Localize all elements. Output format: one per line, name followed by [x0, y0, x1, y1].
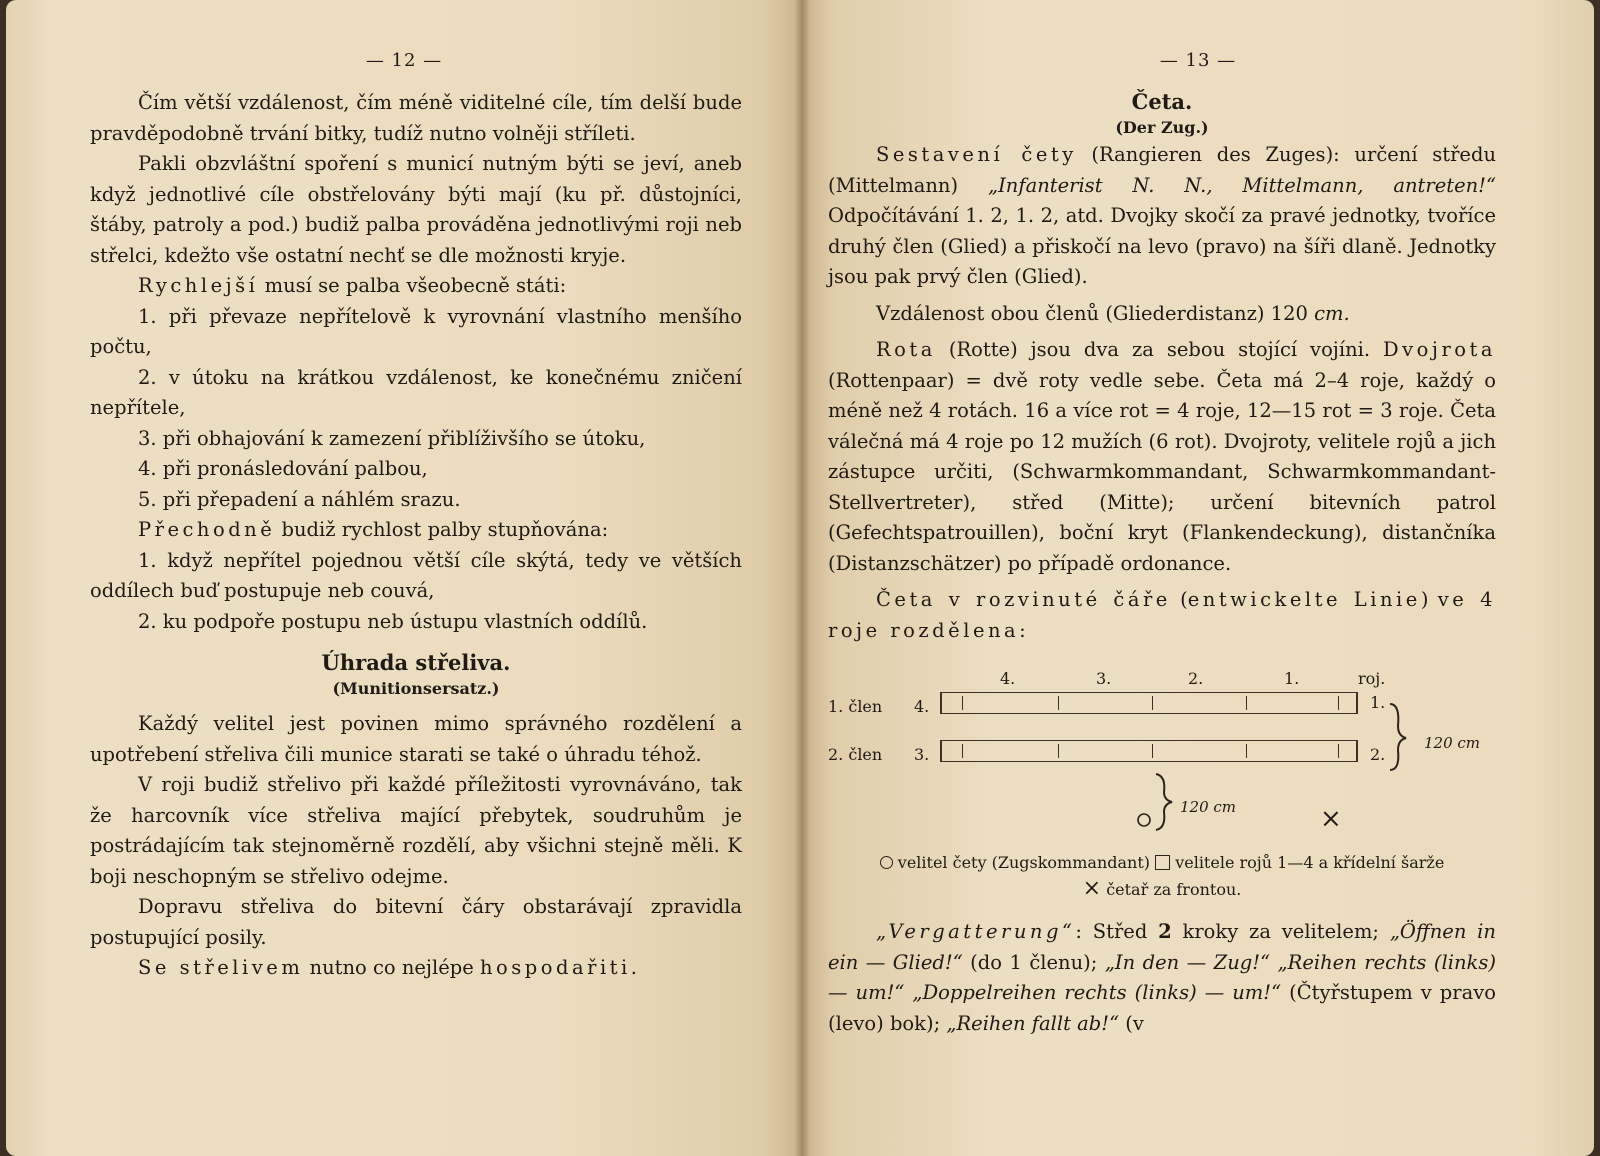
list-item: 5. při přepadení a náhlém srazu.: [138, 487, 461, 511]
commander-distance-label: 120 cm: [1180, 798, 1237, 816]
paragraph: Každý velitel jest povinen mimo správného rozdělení a upotřebení střeliva čili munice starati se také o úhradu téhož.: [90, 712, 742, 766]
diagram-legend: [828, 850, 1496, 903]
unit: cm.: [1314, 301, 1350, 325]
page-subtitle: (Der Zug.): [1115, 118, 1209, 137]
command-quote: „Vergatterung“: [876, 920, 1076, 943]
list-item: 4. při pronásledování palbou,: [138, 457, 428, 480]
paragraph: [828, 585, 1496, 646]
text: (v: [1119, 1011, 1144, 1035]
text: (do 1 členu);: [962, 950, 1105, 974]
left-page-text: [90, 88, 742, 984]
paragraph: [828, 140, 1496, 293]
text: 2: [1158, 920, 1172, 943]
paragraph: [828, 335, 1496, 579]
circle-icon: [880, 856, 893, 869]
column-label: 1.: [1284, 669, 1300, 688]
row-number: 4.: [914, 697, 930, 716]
text: Odpočítávání 1. 2, 1. 2, atd. Dvojky skočí za pravé jednotky, tvoříce druhý člen (Glied) a přiskočí na levo (pravo) na šíři dlaně. Jednotky jsou pak prvý člen (Glied).: [828, 204, 1496, 288]
column-label: 2.: [1188, 669, 1204, 688]
text: (: [1170, 588, 1188, 611]
command-quote: „Reihen fallt ab!“: [946, 1011, 1120, 1035]
rank-distance-label: 120 cm: [1424, 734, 1481, 752]
command-quote: „In den — Zug!“ „Reihen rechts (links) — um!“ „Doppelreihen rechts (links) — um!“: [828, 950, 1496, 1004]
legend-line: [828, 876, 1496, 903]
legend-line: [828, 850, 1496, 876]
left-page-number: — 12 —: [365, 50, 443, 71]
legend-text: četař za frontou.: [1106, 880, 1242, 899]
paragraph: [90, 515, 742, 546]
spaced-term: Rychlejší: [138, 274, 259, 297]
paragraph: Pakli obzvláštní spoření s municí nutným býti se jeví, aneb když jednotlivé cíle obstřelovány býti mají (ku př. důstojníci, štáby, patroly a pod.) budiž palba prováděna jednotlivými roji neb střelci, kdežto vše ostatní nechť se dle možnosti kryje.: [90, 152, 742, 267]
spaced-term: Sestavení čety: [876, 143, 1077, 166]
spaced-term: ve 4 roje rozdělena:: [828, 588, 1496, 642]
spaced-term: Přechodně: [138, 518, 276, 541]
list-item: 1. když nepřítel pojednou větší cíle skýtá, tedy ve větších oddílech buď postupuje neb couvá,: [90, 548, 742, 602]
paragraph: V roji budiž střelivo při každé příležitosti vyrovnáváno, tak že harcovník více střeliva mající přebytek, soudruhům je postrádajícím tak stejnoměrně rozdělí, aby všichni stejně měli. K boji neschopným se střelivo odejme.: [90, 773, 742, 888]
diagram-brackets: [828, 664, 1496, 844]
text: (Rottenpaar) = dvě roty vedle sebe. Četa má 2–4 roje, každý o méně než 4 rotách. 16 a více rot = 4 roje, 12—15 rot = 3 roje. Četa válečná má 4 roje po 12 mužích (6 rot). Dvojroty, velitele rojů a jich zástupce určiti, (Schwarmkommandant, Schwarmkommandant-Stellvertreter), střed (Mitte); určení bitevních patrol (Gefechtspatrouillen), boční kryt (Flankendeckung), distančníka (Distanzschätzer) po případě ordonance.: [828, 368, 1496, 575]
text: budiž rychlost palby stupňována:: [275, 518, 609, 541]
row-right-number: 2.: [1370, 745, 1386, 764]
text: (Čtyřstupem v pravo (levo) bok);: [828, 981, 1496, 1035]
text: (Rangieren des Zuges): určení středu (Mittelmann): [828, 143, 1497, 197]
command-quote: „Öffnen in ein — Glied!“: [828, 920, 1496, 974]
command-quote: „Infanterist N. N., Mittelmann, antreten!“: [987, 173, 1496, 197]
cross-icon: ×: [1082, 876, 1102, 901]
right-page: [802, 0, 1594, 1156]
text: musí se palba všeobecně státi:: [258, 274, 567, 297]
legend-text: velitele rojů 1—4 a křídelní šarže: [1175, 853, 1445, 872]
column-label: roj.: [1358, 669, 1386, 688]
paragraph: Dopravu střeliva do bitevní čáry obstarávají zpravidla postupující posily.: [90, 895, 742, 949]
spaced-term: Rota: [876, 338, 936, 361]
spaced-term: Se střelivem: [138, 956, 304, 979]
paragraph: Čím větší vzdálenost, čím méně viditelné cíle, tím delší bude pravděpodobně trvání bitky, tudíž nutno volněji stříleti.: [90, 91, 742, 145]
section-title: Úhrada střeliva.: [321, 650, 511, 675]
left-page: [6, 0, 802, 1156]
paragraph: [828, 917, 1496, 1039]
text: kroky za velitelem;: [1171, 920, 1390, 943]
page-title: Četa.: [1131, 89, 1193, 114]
list-item: 2. ku podpoře postupu neb ústupu vlastních oddílů.: [138, 609, 648, 633]
legend-text: velitel čety (Zugskommandant): [897, 853, 1150, 872]
spaced-term: hospodařiti.: [479, 956, 641, 979]
spaced-term: Dvojrota: [1383, 338, 1496, 361]
right-page-text: [828, 88, 1496, 1039]
row-label: 2. člen: [828, 745, 883, 764]
list-item: 1. při převaze nepřítelově k vyrovnání vlastního menšího počtu,: [90, 304, 742, 358]
right-page-number: — 13 —: [1159, 50, 1237, 71]
paragraph: [90, 271, 742, 302]
column-label: 4.: [1000, 669, 1016, 688]
list-item: 2. v útoku na krátkou vzdálenost, ke konečnému zničení nepřítele,: [90, 365, 742, 419]
section-subtitle: (Munitionsersatz.): [332, 679, 500, 698]
spaced-term: Četa v rozvinuté čáře: [876, 588, 1171, 611]
cross-marker: ×: [1320, 804, 1342, 834]
text: (Rotte) jsou dva za sebou stojící vojíni.: [935, 338, 1384, 361]
paragraph: [90, 953, 742, 984]
row-right-number: 1.: [1370, 693, 1386, 712]
text: nutno co nejlépe: [303, 956, 480, 979]
list-item: 3. při obhajování k zamezení přiblíživšího se útoku,: [138, 426, 646, 450]
column-label: 3.: [1096, 669, 1112, 688]
formation-diagram: [828, 664, 1496, 844]
text: ): [1420, 588, 1438, 611]
spaced-term: entwickelte Linie: [1187, 588, 1421, 611]
book-gutter: [794, 0, 810, 1156]
row-label: 1. člen: [828, 697, 883, 716]
paragraph: [828, 299, 1496, 330]
square-icon: [1155, 855, 1170, 870]
row-number: 3.: [914, 745, 930, 764]
text: : Střed: [1075, 920, 1159, 943]
text: Vzdálenost obou členů (Gliederdistanz) 120: [876, 301, 1315, 325]
